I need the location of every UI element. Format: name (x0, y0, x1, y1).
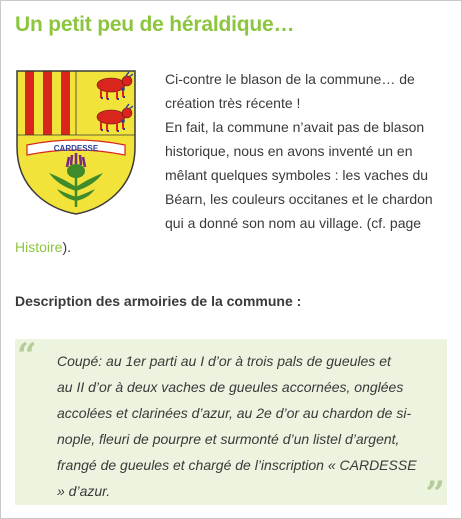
blazon-blockquote (15, 336, 447, 514)
intro-line: qui a donné son nom au village. (cf. page (165, 215, 422, 231)
quote-line: Coupé: au 1er parti au I d’or à trois pals de gueules et (57, 353, 391, 369)
intro-line: Béarn, les couleurs occitanes et le chardon (165, 191, 433, 207)
intro-line: mêlant quelques symboles : les vaches du (165, 167, 429, 183)
quote-line: frangé de gueules et chargé de l’inscription « CARDESSE (57, 457, 417, 473)
description-heading: Description des armoiries de la commune : (15, 293, 302, 309)
blazon-text (57, 348, 427, 504)
intro-tail: ). (62, 239, 72, 255)
ribbon-inscription: CARDESSE (53, 144, 99, 153)
quote-line: au II d’or à deux vaches de gueules accornées, onglées (57, 379, 404, 395)
quote-line: nople, fleuri de pourpre et surmonté d’un listel d’argent, (57, 431, 400, 447)
close-quote-icon: ” (425, 474, 445, 514)
intro-line: Ci-contre le blason de la commune… de (165, 71, 415, 87)
intro-line-last (15, 235, 435, 259)
intro-line: création très récente ! (165, 95, 301, 111)
section-title: Un petit peu de héraldique… (15, 13, 295, 36)
intro-paragraph (15, 67, 435, 259)
open-quote-icon: “ (17, 336, 37, 376)
quote-line: accolées et clarinées d’azur, au 2e d’or au chardon de si- (57, 405, 412, 421)
histoire-link[interactable]: Histoire (15, 239, 63, 255)
intro-line: En fait, la commune n’avait pas de blason (165, 119, 425, 135)
intro-line: historique, nous en avons inventé un en (165, 143, 413, 159)
quote-line: » d’azur. (57, 483, 111, 499)
